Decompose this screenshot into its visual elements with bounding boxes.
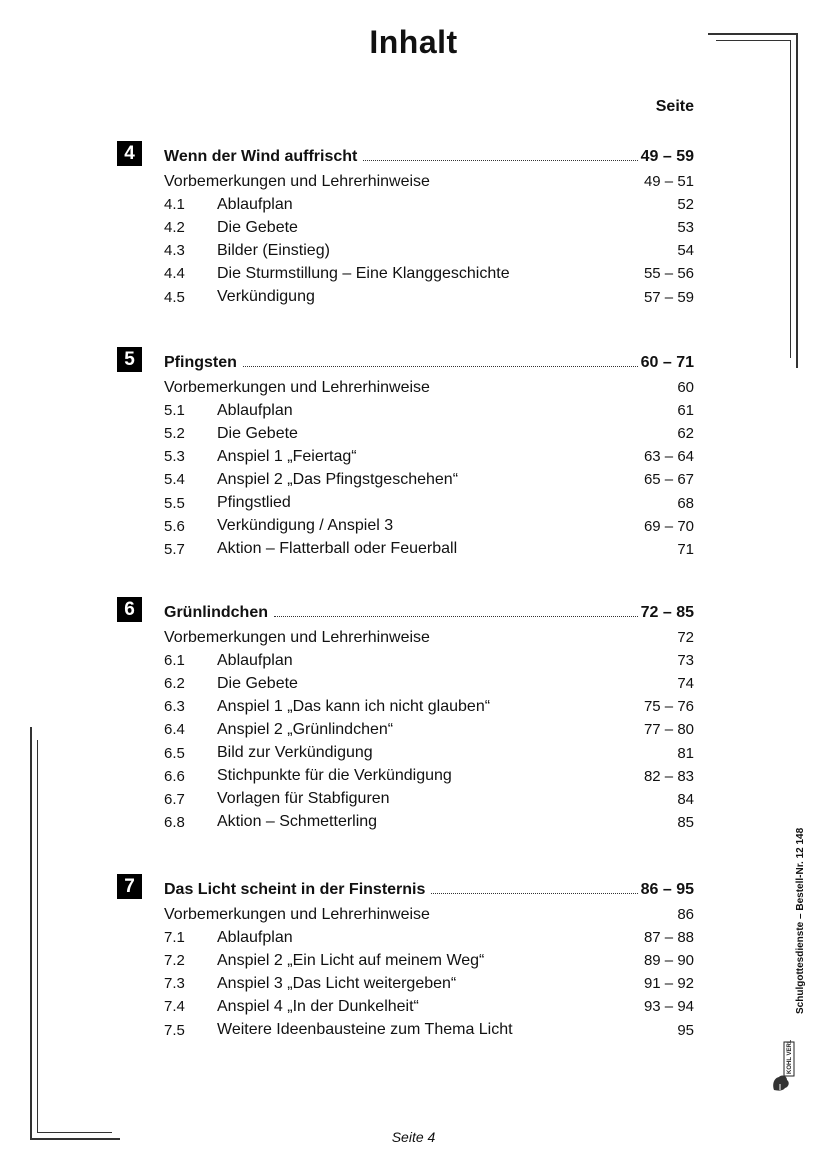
entry-pages: 57 – 59 xyxy=(643,288,694,306)
page-footer: Seite 4 xyxy=(391,1129,436,1145)
toc-entry[interactable] xyxy=(164,515,694,538)
section-title: Grünlindchen xyxy=(164,604,268,621)
entry-label: Pfingstlied xyxy=(217,494,291,512)
section-pages: 60 – 71 xyxy=(640,354,694,371)
entry-label: Ablaufplan xyxy=(217,928,293,946)
entry-number: 4.2 xyxy=(164,219,185,237)
entry-pages: 91 – 92 xyxy=(643,975,694,993)
toc-entry[interactable] xyxy=(164,672,694,695)
entry-number: 4.5 xyxy=(164,288,185,306)
entry-pages: 69 – 70 xyxy=(643,517,694,535)
entry-number: 6.4 xyxy=(164,721,185,739)
entry-pages: 72 xyxy=(677,629,694,647)
entry-number: 7.3 xyxy=(164,975,185,993)
entry-pages: 84 xyxy=(677,790,694,808)
entry-label: Vorlagen für Stabfiguren xyxy=(217,790,390,808)
section-pages: 86 – 95 xyxy=(640,881,694,898)
entry-label: Verkündigung / Anspiel 3 xyxy=(217,517,394,535)
entry-pages: 77 – 80 xyxy=(643,721,694,739)
toc-entry[interactable] xyxy=(164,538,694,561)
frame-line xyxy=(37,740,38,1132)
logo-text: KOHL VERLAG xyxy=(787,1040,793,1074)
entry-number: 4.4 xyxy=(164,265,185,283)
entry-pages: 85 xyxy=(677,813,694,831)
toc-entry[interactable] xyxy=(164,788,694,811)
toc-entry[interactable] xyxy=(164,949,694,972)
toc-entry[interactable] xyxy=(164,995,694,1018)
toc-entry[interactable] xyxy=(164,170,694,193)
page-title: Inhalt xyxy=(369,24,458,60)
entry-pages: 95 xyxy=(677,1021,694,1039)
section-number-badge: 4 xyxy=(117,141,142,166)
section-heading[interactable] xyxy=(164,141,694,166)
section-heading[interactable] xyxy=(164,347,694,372)
entry-label: Anspiel 2 „Das Pfingstgeschehen“ xyxy=(217,470,459,488)
entry-number: 5.7 xyxy=(164,540,185,558)
frame-line xyxy=(30,727,32,1139)
entry-number: 7.1 xyxy=(164,929,185,947)
entry-label: Ablaufplan xyxy=(217,195,293,213)
entry-label: Bild zur Verkündigung xyxy=(217,744,373,762)
entry-label: Die Gebete xyxy=(217,674,298,692)
section-number-badge: 6 xyxy=(117,597,142,622)
entry-label: Ablaufplan xyxy=(217,401,293,419)
entry-pages: 89 – 90 xyxy=(643,952,694,970)
entry-pages: 86 xyxy=(677,906,694,924)
section-heading[interactable] xyxy=(164,597,694,622)
toc-entry[interactable] xyxy=(164,1018,694,1041)
entry-number: 5.5 xyxy=(164,494,185,512)
entry-pages: 54 xyxy=(677,242,694,260)
entry-number: 5.4 xyxy=(164,471,185,489)
entry-label: Aktion – Flatterball oder Feuerball xyxy=(217,540,458,558)
entry-number: 5.6 xyxy=(164,517,185,535)
toc-entry[interactable] xyxy=(164,718,694,741)
entry-number: 5.2 xyxy=(164,425,185,443)
entry-pages: 60 xyxy=(677,379,694,397)
entry-label: Verkündigung xyxy=(217,288,315,306)
entry-label: Aktion – Schmetterling xyxy=(217,813,378,831)
entry-label: Ablaufplan xyxy=(217,651,293,669)
entry-number: 6.8 xyxy=(164,813,185,831)
entry-pages: 81 xyxy=(677,744,694,762)
entry-number: 6.6 xyxy=(164,767,185,785)
toc-entry[interactable] xyxy=(164,399,694,422)
entry-label: Die Gebete xyxy=(217,218,298,236)
entry-pages: 53 xyxy=(677,219,694,237)
section-items xyxy=(164,903,694,1042)
entry-label: Anspiel 1 „Das kann ich nicht glauben“ xyxy=(217,697,491,715)
section-title: Pfingsten xyxy=(164,354,237,371)
section-number-badge: 7 xyxy=(117,874,142,899)
entry-pages: 75 – 76 xyxy=(643,698,694,716)
entry-number: 6.7 xyxy=(164,790,185,808)
frame-line xyxy=(790,40,791,358)
entry-label: Vorbemerkungen und Lehrerhinweise xyxy=(164,905,430,923)
frame-line xyxy=(796,33,798,368)
entry-label: Vorbemerkungen und Lehrerhinweise xyxy=(164,628,430,646)
entry-number: 7.2 xyxy=(164,952,185,970)
toc-entry[interactable] xyxy=(164,239,694,262)
toc-entry[interactable] xyxy=(164,972,694,995)
toc-entry[interactable] xyxy=(164,193,694,216)
entry-label: Die Sturmstillung – Eine Klanggeschichte xyxy=(217,264,510,282)
toc-entry[interactable] xyxy=(164,649,694,672)
entry-number: 4.1 xyxy=(164,196,185,214)
publisher-logo xyxy=(770,1040,798,1092)
entry-number: 6.1 xyxy=(164,652,185,670)
entry-pages: 73 xyxy=(677,652,694,670)
entry-label: Anspiel 2 „Ein Licht auf meinem Weg“ xyxy=(217,951,485,969)
entry-pages: 93 – 94 xyxy=(643,998,694,1016)
toc-entry[interactable] xyxy=(164,741,694,764)
toc-entry[interactable] xyxy=(164,926,694,949)
entry-pages: 87 – 88 xyxy=(643,929,694,947)
entry-number: 6.5 xyxy=(164,744,185,762)
toc-entry[interactable] xyxy=(164,903,694,926)
entry-pages: 68 xyxy=(677,494,694,512)
entry-label: Weitere Ideenbausteine zum Thema Licht xyxy=(217,1021,513,1039)
entry-number: 4.3 xyxy=(164,242,185,260)
toc-entry[interactable] xyxy=(164,262,694,285)
publisher-logo-icon xyxy=(770,1040,798,1092)
entry-pages: 62 xyxy=(677,425,694,443)
page-column-label: Seite xyxy=(655,98,694,115)
entry-number: 7.5 xyxy=(164,1021,185,1039)
entry-pages: 61 xyxy=(677,402,694,420)
entry-label: Anspiel 4 „In der Dunkelheit“ xyxy=(217,997,419,1015)
entry-label: Die Gebete xyxy=(217,424,298,442)
side-publisher-text: Schulgottesdienste – Bestell-Nr. 12 148 xyxy=(795,827,806,1014)
entry-label: Vorbemerkungen und Lehrerhinweise xyxy=(164,172,430,190)
toc-entry[interactable] xyxy=(164,376,694,399)
toc-entry[interactable] xyxy=(164,445,694,468)
toc-entry[interactable] xyxy=(164,422,694,445)
entry-label: Anspiel 2 „Grünlindchen“ xyxy=(217,720,394,738)
entry-label: Anspiel 1 „Feiertag“ xyxy=(217,447,357,465)
toc-entry[interactable] xyxy=(164,811,694,834)
entry-number: 5.3 xyxy=(164,448,185,466)
dot-leader xyxy=(243,365,638,367)
entry-pages: 71 xyxy=(677,540,694,558)
toc-entry[interactable] xyxy=(164,695,694,718)
entry-label: Stichpunkte für die Verkündigung xyxy=(217,767,452,785)
entry-number: 7.4 xyxy=(164,998,185,1016)
entry-pages: 65 – 67 xyxy=(643,471,694,489)
entry-pages: 52 xyxy=(677,196,694,214)
entry-label: Bilder (Einstieg) xyxy=(217,241,330,259)
dot-leader xyxy=(274,615,638,617)
section-items xyxy=(164,376,694,561)
entry-pages: 63 – 64 xyxy=(643,448,694,466)
entry-label: Vorbemerkungen und Lehrerhinweise xyxy=(164,378,430,396)
toc-entry[interactable] xyxy=(164,216,694,239)
section-pages: 49 – 59 xyxy=(640,148,694,165)
section-title: Wenn der Wind auffrischt xyxy=(164,148,358,165)
entry-number: 6.3 xyxy=(164,698,185,716)
entry-number: 6.2 xyxy=(164,675,185,693)
entry-pages: 49 – 51 xyxy=(643,173,694,191)
entry-pages: 74 xyxy=(677,675,694,693)
toc-entry[interactable] xyxy=(164,491,694,514)
entry-pages: 55 – 56 xyxy=(643,265,694,283)
entry-label: Anspiel 3 „Das Licht weitergeben“ xyxy=(217,974,457,992)
toc-entry[interactable] xyxy=(164,765,694,788)
toc-entry[interactable] xyxy=(164,285,694,308)
toc-entry[interactable] xyxy=(164,626,694,649)
section-heading[interactable] xyxy=(164,874,694,899)
section-items xyxy=(164,170,694,309)
section-title: Das Licht scheint in der Finsternis xyxy=(164,881,426,898)
entry-number: 5.1 xyxy=(164,402,185,420)
dot-leader xyxy=(431,892,637,894)
section-number-badge: 5 xyxy=(117,347,142,372)
section-items xyxy=(164,626,694,834)
toc-entry[interactable] xyxy=(164,468,694,491)
entry-pages: 82 – 83 xyxy=(643,767,694,785)
dot-leader xyxy=(363,159,637,161)
section-pages: 72 – 85 xyxy=(640,604,694,621)
